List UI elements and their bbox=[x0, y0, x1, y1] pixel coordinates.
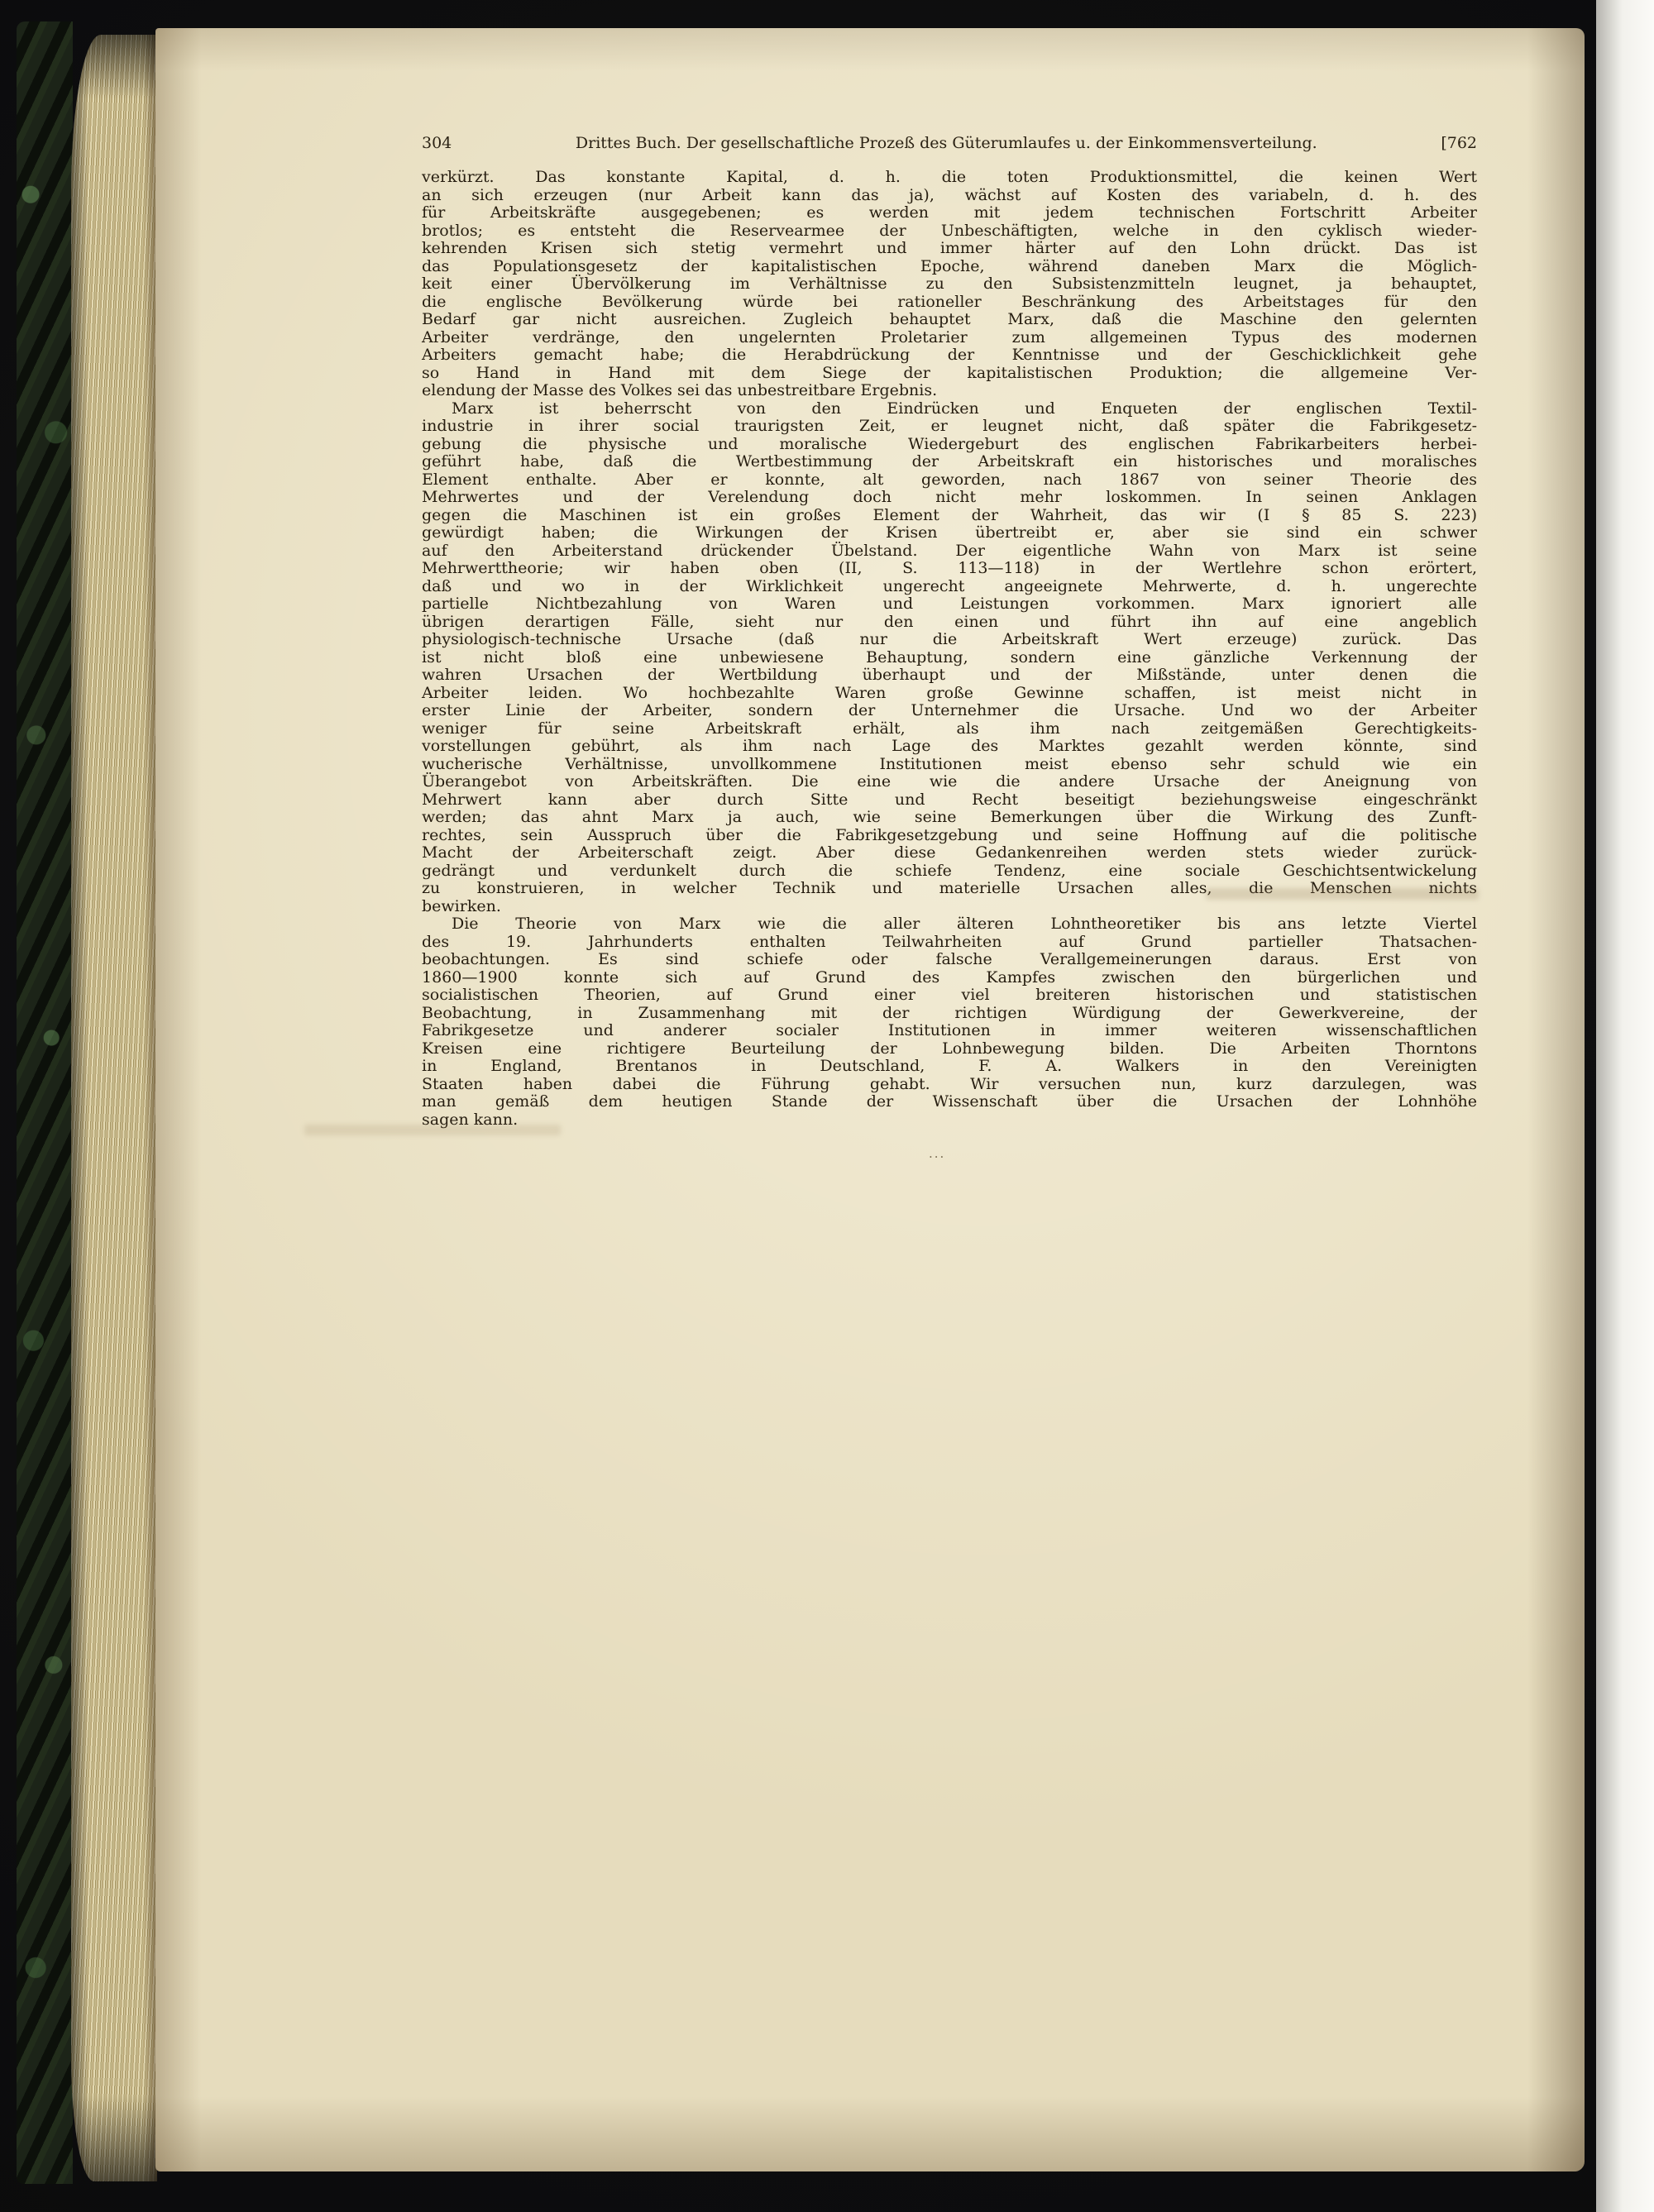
text-line: Arbeiter verdränge, den ungelernten Proletarier zum allgemeinen Typus des modernen bbox=[422, 327, 1477, 346]
text-line: für Arbeitskräfte ausgegebenen; es werden mit jedem technischen Fortschritt Arbeiter bbox=[422, 203, 1477, 222]
text-line: bewirken. bbox=[422, 896, 501, 915]
column-reference: [762 bbox=[1441, 134, 1477, 152]
paragraph bbox=[422, 915, 1477, 1129]
text-line: beobachtungen. Es sind schiefe oder falsche Verallgemeinerungen daraus. Erst von bbox=[422, 950, 1477, 968]
text-line: brotlos; es entsteht die Reservearmee der Unbeschäftigten, welche in den cyklisch wieder- bbox=[422, 221, 1477, 240]
text-line: des 19. Jahrhunderts enthalten Teilwahrheiten auf Grund partieller Thatsachen- bbox=[422, 932, 1477, 951]
text-line: auf den Arbeiterstand drückender Übelstand. Der eigentliche Wahn von Marx ist seine bbox=[422, 541, 1477, 560]
text-line: socialistischen Theorien, auf Grund einer viel breiteren historischen und statistischen bbox=[422, 986, 1477, 1004]
text-line: Staaten haben dabei die Führung gehabt. Wir versuchen nun, kurz darzulegen, was bbox=[422, 1074, 1477, 1093]
text-line: Beobachtung, in Zusammenhang mit der richtigen Würdigung der Gewerkvereine, der bbox=[422, 1003, 1477, 1022]
text-line: werden; das ahnt Marx ja auch, wie seine Bemerkungen über die Wirkung des Zunft- bbox=[422, 808, 1477, 826]
text-line: gewürdigt haben; die Wirkungen der Krisen übertreibt er, aber sie sind ein schwer bbox=[422, 523, 1477, 542]
page-number: 304 bbox=[422, 134, 452, 152]
text-line: an sich erzeugen (nur Arbeit kann das ja), wächst auf Kosten des variabeln, d. h. des bbox=[422, 185, 1477, 204]
text-line: geführt habe, daß die Wertbestimmung der Arbeitskraft ein historisches und moralisches bbox=[422, 452, 1477, 471]
text-line: daß und wo in der Wirklichkeit ungerecht angeeignete Mehrwerte, d. h. ungerechte bbox=[422, 576, 1477, 595]
text-line: das Populationsgesetz der kapitalistischen Epoche, während daneben Marx die Möglich- bbox=[422, 256, 1477, 275]
text-line: übrigen derartigen Fälle, sieht nur den einen und führt ihn auf eine angeblich bbox=[422, 612, 1477, 631]
text-line: sagen kann. bbox=[422, 1110, 519, 1129]
text-line: verkürzt. Das konstante Kapital, d. h. die toten Produktionsmittel, die keinen Wert bbox=[422, 168, 1477, 186]
text-line: 1860—1900 konnte sich auf Grund des Kampfes zwischen den bürgerlichen und bbox=[422, 967, 1477, 987]
facing-page-edge bbox=[1596, 0, 1654, 2212]
artifact-dots: ... bbox=[929, 1146, 946, 1161]
text-line: die englische Bevölkerung würde bei rationeller Beschränkung des Arbeitstages für den bbox=[422, 292, 1477, 311]
text-line: Bedarf gar nicht ausreichen. Zugleich behauptet Marx, daß die Maschine den gelernten bbox=[422, 310, 1477, 328]
text-line: gedrängt und verdunkelt durch die schiefe Tendenz, eine sociale Geschichtsentwickelung bbox=[422, 861, 1477, 880]
page-header bbox=[422, 134, 1477, 152]
text-line: in England, Brentanos in Deutschland, F. A. Walkers in den Vereinigten bbox=[422, 1057, 1477, 1075]
text-line: Mehrwertes und der Verelendung doch nicht mehr loskommen. In seinen Anklagen bbox=[422, 488, 1477, 506]
text-line: Element enthalte. Aber er konnte, alt geworden, nach 1867 von seiner Theorie des bbox=[422, 470, 1477, 489]
text-line: rechtes, sein Ausspruch über die Fabrikgesetzgebung und seine Hoffnung auf die politische bbox=[422, 825, 1477, 844]
text-line: Macht der Arbeiterschaft zeigt. Aber diese Gedankenreihen werden stets wieder zurück- bbox=[422, 843, 1477, 862]
book-cover-edge bbox=[17, 21, 73, 2184]
text-line: ist nicht bloß eine unbewiesene Behauptung, sondern eine gänzliche Verkennung der bbox=[422, 647, 1477, 666]
text-line: so Hand in Hand mit dem Siege der kapitalistischen Produktion; die allgemeine Ver- bbox=[422, 363, 1477, 382]
show-through-mark bbox=[304, 1125, 561, 1135]
text-line: Mehrwerttheorie; wir haben oben (II, S. 113—118) in der Wertlehre schon erörtert, bbox=[422, 559, 1477, 577]
running-title: Drittes Buch. Der gesellschaftliche Prozeß des Güterumlaufes u. der Einkommensverteilung. bbox=[575, 134, 1317, 152]
text-line: keit einer Übervölkerung im Verhältnisse zu den Subsistenzmitteln leugnet, ja behauptet, bbox=[422, 275, 1477, 293]
text-line: kehrenden Krisen sich stetig vermehrt und immer härter auf den Lohn drückt. Das ist bbox=[422, 239, 1477, 257]
text-line: partielle Nichtbezahlung von Waren und Leistungen vorkommen. Marx ignoriert alle bbox=[422, 595, 1477, 613]
text-line: erster Linie der Arbeiter, sondern der Unternehmer die Ursache. Und wo der Arbeiter bbox=[422, 701, 1477, 719]
text-line: gebung die physische und moralische Wiedergeburt des englischen Fabrikarbeiters herbei- bbox=[422, 434, 1477, 453]
text-line: wucherische Verhältnisse, unvollkommene Institutionen meist ebenso sehr schuld wie ein bbox=[422, 754, 1477, 773]
text-line: Die Theorie von Marx wie die aller älteren Lohntheoretiker bis ans letzte Viertel bbox=[452, 915, 1477, 933]
text-line: Fabrikgesetze und anderer socialer Institutionen in immer weiteren wissenschaftlichen bbox=[422, 1021, 1477, 1039]
text-line: Arbeiter leiden. Wo hochbezahlte Waren große Gewinne schaffen, ist meist nicht in bbox=[422, 683, 1477, 702]
body-text bbox=[422, 169, 1477, 1129]
text-line: Mehrwert kann aber durch Sitte und Recht beseitigt beziehungsweise eingeschränkt bbox=[422, 790, 1477, 809]
text-line: man gemäß dem heutigen Stande der Wissenschaft über die Ursachen der Lohnhöhe bbox=[422, 1092, 1477, 1111]
text-line: Kreisen eine richtigere Beurteilung der Lohnbewegung bilden. Die Arbeiten Thorntons bbox=[422, 1039, 1477, 1058]
text-line: weniger für seine Arbeitskraft erhält, als ihm nach zeitgemäßen Gerechtigkeits- bbox=[422, 719, 1477, 738]
text-line: elendung der Masse des Volkes sei das unbestreitbare Ergebnis. bbox=[422, 381, 938, 399]
text-line: industrie in ihrer social traurigsten Zeit, er leugnet nicht, daß später die Fabrikgesetz- bbox=[422, 417, 1477, 435]
text-line: Überangebot von Arbeitskräften. Die eine wie die andere Ursache der Aneignung von bbox=[422, 772, 1477, 791]
paragraph bbox=[422, 400, 1477, 916]
text-line: vorstellungen gebührt, als ihm nach Lage des Marktes gezahlt werden könnte, sind bbox=[422, 737, 1477, 755]
show-through-mark bbox=[1206, 888, 1479, 900]
text-line: zu konstruieren, in welcher Technik und materielle Ursachen alles, die Menschen nichts bbox=[422, 879, 1477, 897]
text-line: wahren Ursachen der Wertbildung überhaupt und der Mißstände, unter denen die bbox=[422, 666, 1477, 684]
text-line: physiologisch-technische Ursache (daß nur die Arbeitskraft Wert erzeuge) zurück. Das bbox=[422, 630, 1477, 648]
text-line: gegen die Maschinen ist ein großes Element der Wahrheit, das wir (I § 85 S. 223) bbox=[422, 505, 1477, 524]
book-page bbox=[155, 28, 1585, 2171]
paragraph bbox=[422, 169, 1477, 400]
page-fore-edges bbox=[71, 35, 157, 2181]
text-line: Marx ist beherrscht von den Eindrücken und Enqueten der englischen Textil- bbox=[452, 399, 1477, 418]
text-line: Arbeiters gemacht habe; die Herabdrückung der Kenntnisse und der Geschicklichkeit gehe bbox=[422, 346, 1477, 364]
